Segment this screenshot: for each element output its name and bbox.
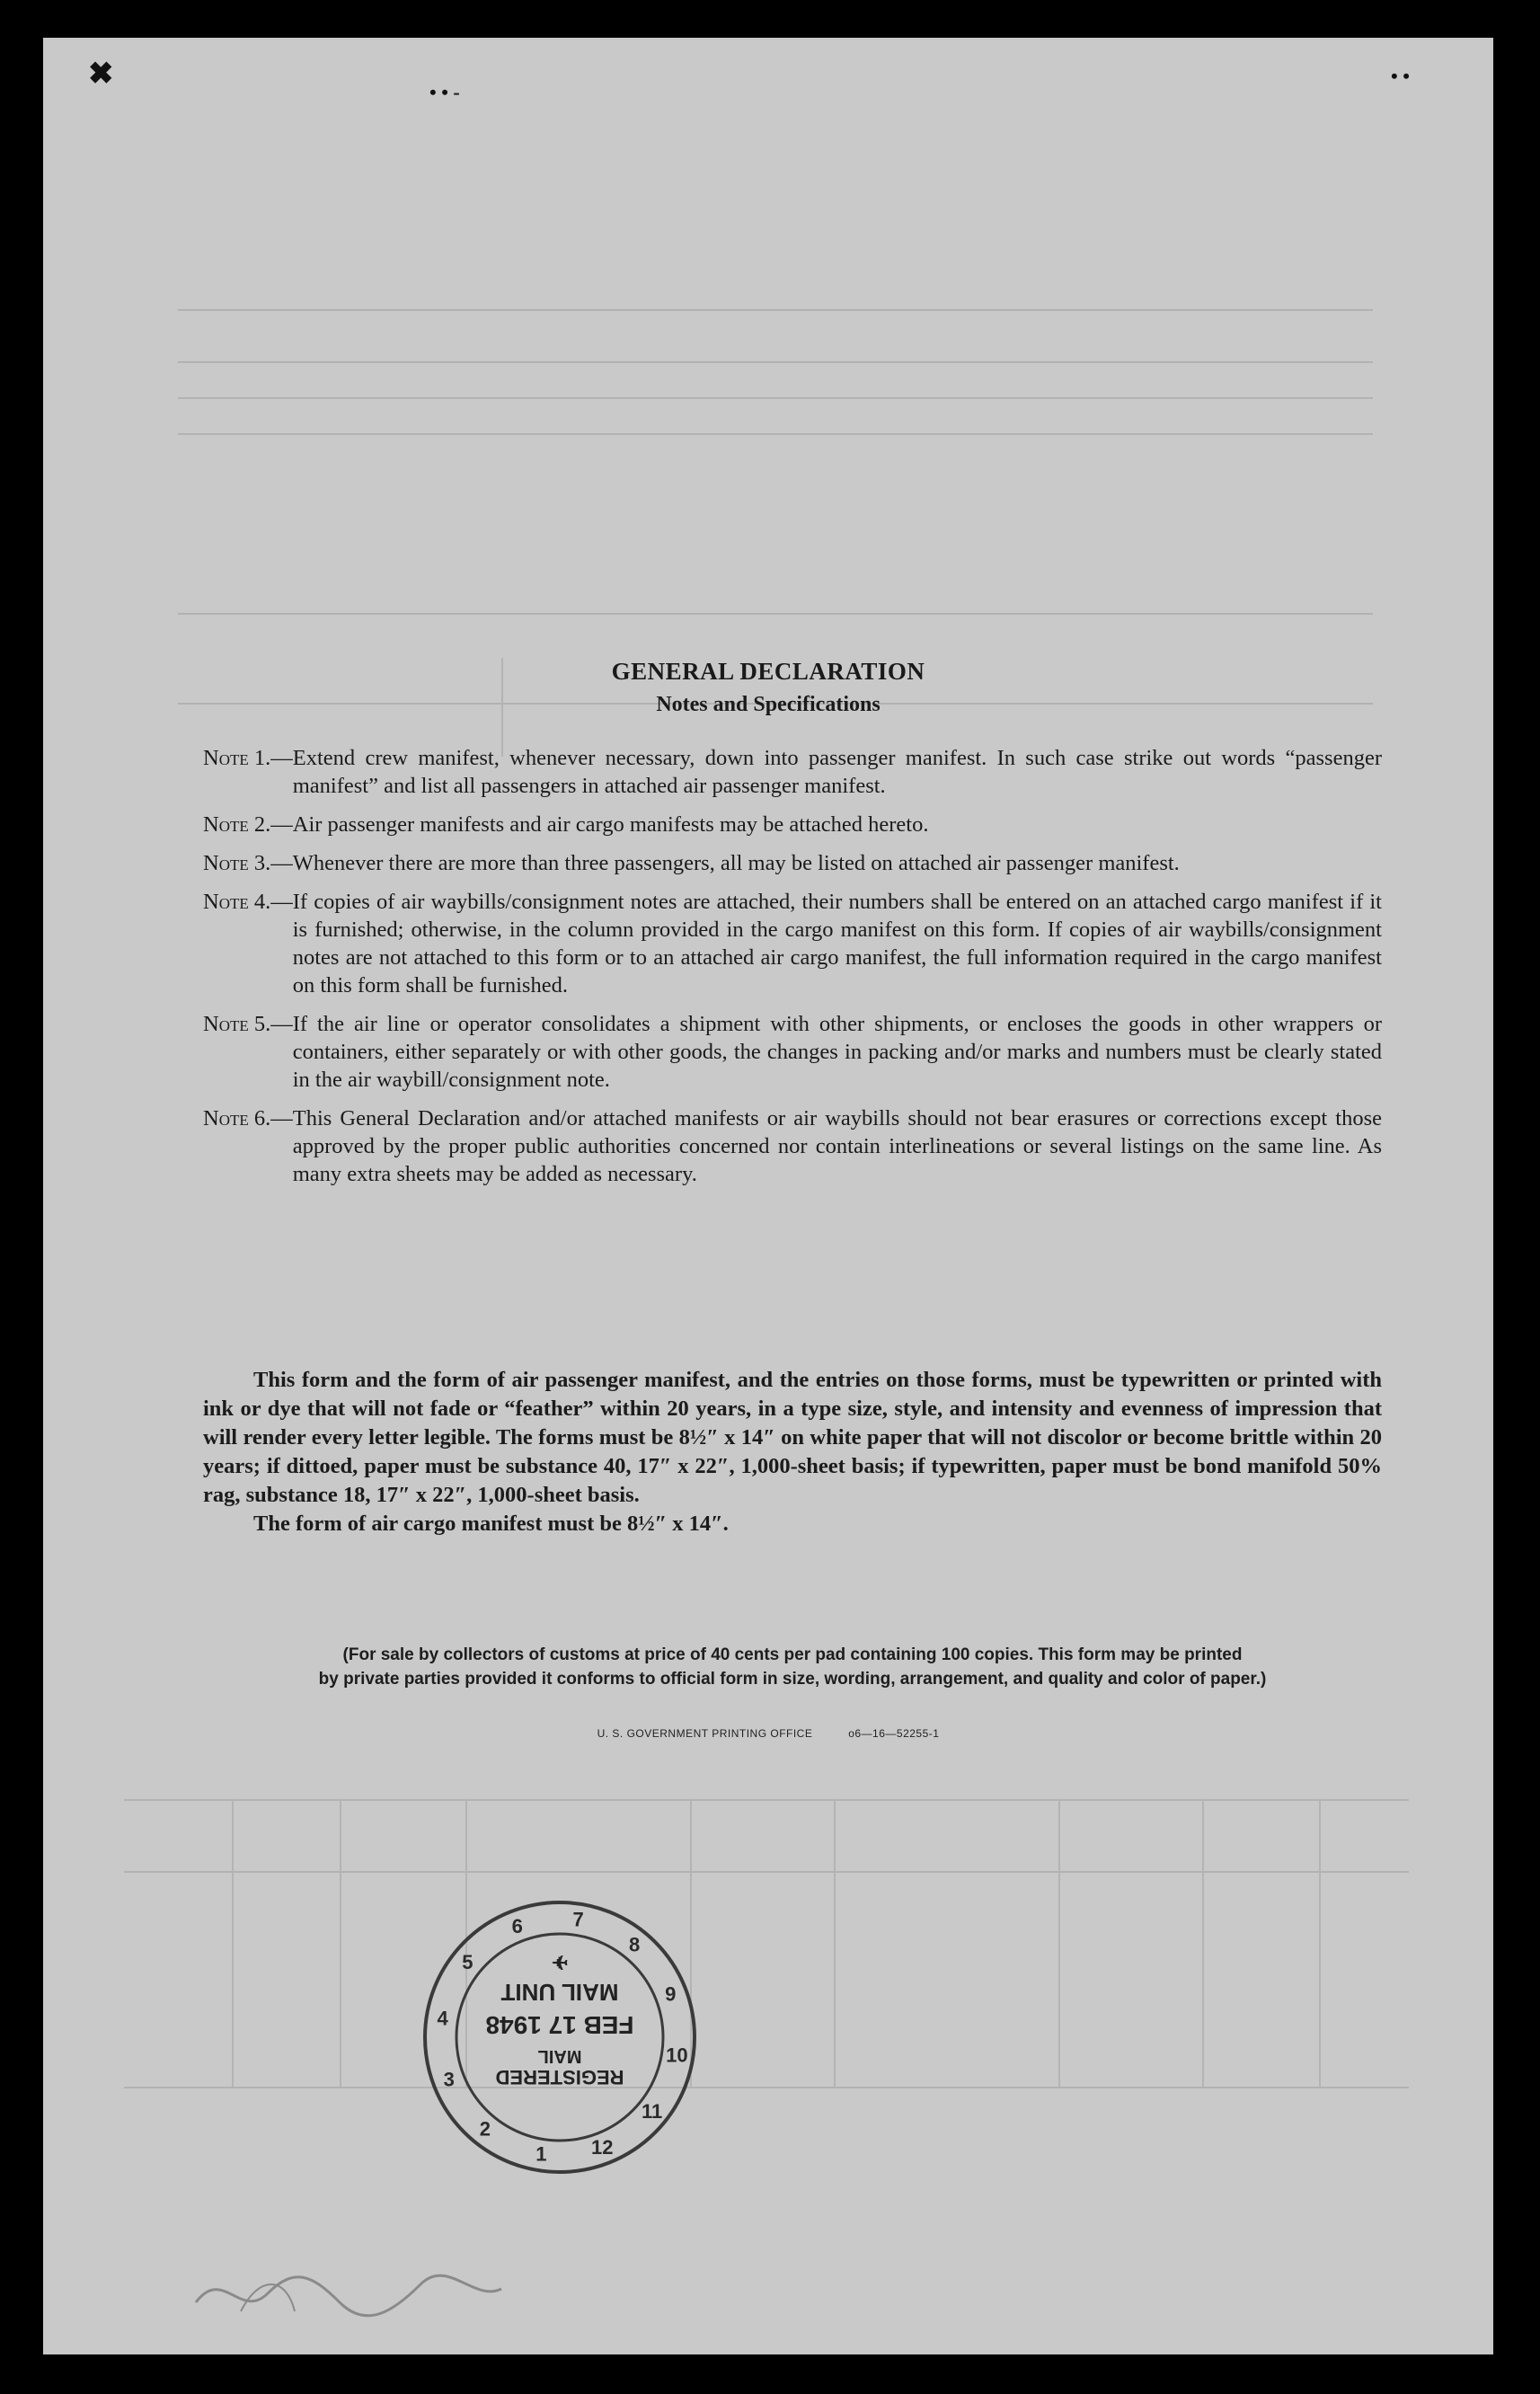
ghost-rule: [178, 433, 1373, 435]
stamp-text-registered: REGISTERED: [495, 2066, 624, 2088]
stamp-ring-number: 9: [665, 1982, 677, 2006]
stamp-ring-number: 7: [572, 1908, 584, 1931]
note-5: [203, 1010, 1382, 1094]
ghost-rule: [124, 1799, 1409, 1801]
note-text: If copies of air waybills/consignment notes are attached, their numbers shall be entered on an attached cargo manifest if it is furnished; otherwise, in the column provided in the cargo manifest on this form. If copies of air waybills/consignment notes are not attached to this form or to an attached air cargo manifest, the full information required in the cargo manifest on this form shall be furnished.: [292, 890, 1382, 998]
ghost-column: [1202, 1799, 1204, 2087]
note-text: Extend crew manifest, whenever necessary, down into passenger manifest. In such case strike out words “passenger manifest” and list all passengers in attached air passenger manifest.: [292, 746, 1382, 798]
ink-mark: ✖: [88, 58, 114, 91]
stamp-ring-number: 4: [437, 2007, 448, 2030]
note-label: Note 3.—: [203, 851, 293, 875]
note-4: [203, 888, 1382, 999]
note-label: Note 2.—: [203, 812, 293, 837]
stamp-ring-number: 12: [591, 2136, 614, 2159]
ghost-rule: [178, 309, 1373, 311]
note-text: Air passenger manifests and air cargo manifests may be attached hereto.: [292, 812, 929, 837]
ghost-column: [340, 1799, 341, 2087]
stamp-ring-number: 6: [511, 1914, 523, 1937]
stamp-ring-number: 3: [443, 2068, 455, 2091]
title-block: [43, 658, 1493, 717]
printer-code: o6—16—52255-1: [848, 1727, 940, 1740]
note-text: Whenever there are more than three passengers, all may be listed on attached air passenger manifest.: [292, 851, 1180, 875]
printer-imprint: [43, 1727, 1493, 1740]
stamp-text-mail-unit: MAIL UNIT: [500, 1979, 619, 2006]
stamp-text-mail: MAIL: [537, 2046, 582, 2066]
ghost-column: [232, 1799, 234, 2087]
stamp-ring-number: 10: [666, 2044, 688, 2067]
ghost-rule: [124, 1871, 1409, 1873]
page-title: GENERAL DECLARATION: [611, 658, 925, 685]
printer-name: U. S. GOVERNMENT PRINTING OFFICE: [597, 1727, 813, 1740]
mail-unit-stamp: [412, 1889, 708, 2186]
stamp-date: FEB 17 1948: [485, 2011, 634, 2039]
note-label: Note 6.—: [203, 1106, 293, 1130]
stamp-ring-number: 11: [641, 2100, 663, 2124]
note-text: This General Declaration and/or attached manifests or air waybills should not bear erasures or corrections except those approved by the proper public authorities concerned nor contain interlineations or several listings on the same line. As many extra sheets may be added as necessary.: [292, 1106, 1382, 1186]
page-subtitle: Notes and Specifications: [656, 693, 881, 716]
paragraph-text: The form of air cargo manifest must be 8½″ x 14″.: [253, 1512, 729, 1536]
ghost-column: [834, 1799, 836, 2087]
note-label: Note 5.—: [203, 1012, 293, 1036]
stamp-ring-number: 8: [628, 1933, 641, 1956]
ghost-rule: [178, 397, 1373, 399]
notes-list: [203, 744, 1382, 1199]
stamp-ring-number: 1: [535, 2142, 547, 2166]
ghost-rule: [124, 2087, 1409, 2088]
ghost-rule: [178, 613, 1373, 615]
sale-notice-line: by private parties provided it conforms to official form in size, wording, arrangement, and quality and color of paper.): [318, 1670, 1267, 1689]
ghost-rule: [178, 361, 1373, 363]
ghost-column: [1319, 1799, 1321, 2087]
stamp-star-icon: ✈: [551, 1951, 569, 1973]
note-2: [203, 811, 1382, 838]
ghost-column: [1058, 1799, 1060, 2087]
ink-mark: • •: [1391, 65, 1410, 87]
note-label: Note 1.—: [203, 746, 293, 770]
sale-notice: [203, 1643, 1382, 1691]
signature-stroke: [241, 2284, 295, 2311]
stamp-ring-number: 2: [479, 2117, 491, 2141]
signature-scribble: [187, 2257, 510, 2329]
note-text: If the air line or operator consolidates a shipment with other shipments, or encloses the goods in other wrappers or containers, either separately or with other goods, the changes in packing and/or marks and numbers must be clearly stated in the air waybill/consignment note.: [292, 1012, 1382, 1092]
stamp-ring-number: 5: [462, 1950, 474, 1973]
note-1: [203, 744, 1382, 800]
note-label: Note 4.—: [203, 890, 293, 914]
note-6: [203, 1104, 1382, 1188]
sale-notice-line: (For sale by collectors of customs at price of 40 cents per pad containing 100 copies. This form may be printed: [342, 1645, 1243, 1664]
note-3: [203, 849, 1382, 877]
document-page: [43, 38, 1493, 2354]
specifications-paragraph: [203, 1366, 1382, 1538]
ink-mark: • • -: [429, 81, 460, 103]
paragraph-text: This form and the form of air passenger manifest, and the entries on those forms, must be typewritten or printed with ink or dye that will not fade or “feather” within 20 years, in a type size, style, and intensity and evenness of impression that will render every letter legible. The forms must be 8½″ x 14″ on white paper that will not discolor or become brittle within 20 years; if dittoed, paper must be substance 40, 17″ x 22″, 1,000-sheet basis; if typewritten, paper must be bond manifold 50% rag, substance 18, 17″ x 22″, 1,000-sheet basis.: [203, 1368, 1382, 1507]
